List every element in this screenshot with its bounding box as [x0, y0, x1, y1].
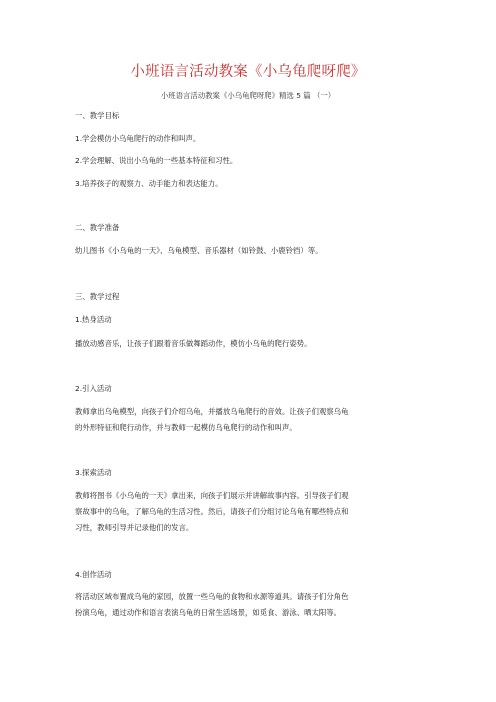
paragraph-line: 播放动感音乐，让孩子们跟着音乐做舞蹈动作，模仿小乌龟的爬行姿势。: [75, 339, 312, 348]
paragraph-line: 察故事中的乌龟，了解乌龟的生活习性。然后，请孩子们分组讨论乌龟有哪些特点和: [75, 507, 349, 516]
step-heading-create: 4.创作活动: [75, 570, 112, 579]
step-paragraph-explore: [75, 488, 425, 536]
document-subtitle: 小班语言活动教案《小乌龟爬呀爬》精选 5 篇 （一）: [160, 91, 336, 100]
section-heading-prep: 二、教学准备: [75, 223, 120, 232]
step-paragraph-create: [75, 589, 425, 621]
section-heading-process: 三、教学过程: [75, 292, 120, 301]
step-heading-warmup: 1.热身活动: [75, 315, 112, 324]
paragraph-line: 习性，教师引导并记录他们的发言。: [75, 523, 194, 532]
paragraph-line: 扮演乌龟，通过动作和语言表演乌龟的日常生活场景，如觅食、游泳、晒太阳等。: [75, 608, 342, 617]
paragraph-line: 教师拿出乌龟模型，向孩子们介绍乌龟，并播放乌龟爬行的音效。让孩子们观察乌龟: [75, 407, 349, 416]
prep-text: 幼儿图书《小乌龟的一天》、乌龟模型、音乐器材（如铃鼓、小鹿铃铛）等。: [75, 246, 323, 255]
goal-item-2: 2.学会理解、说出小乌龟的一些基本特征和习性。: [75, 156, 238, 165]
section-heading-goals: 一、教学目标: [75, 111, 120, 120]
paragraph-line: 的外形特征和爬行动作，并与教师一起模仿乌龟爬行的动作和叫声。: [75, 423, 297, 432]
goal-item-1: 1.学会模仿小乌龟爬行的动作和叫声。: [75, 134, 201, 143]
step-heading-intro: 2.引入活动: [75, 384, 112, 393]
paragraph-line: 教师将图书《小乌龟的一天》拿出来，向孩子们展示并讲解故事内容。引导孩子们观: [75, 491, 349, 500]
goal-item-3: 3.培养孩子的观察力、动手能力和表达能力。: [75, 179, 223, 188]
paragraph-line: 将活动区域布置成乌龟的家园，放置一些乌龟的食物和水源等道具。请孩子们分角色: [75, 592, 349, 601]
step-paragraph-intro: [75, 404, 425, 436]
document-title: 小班语言活动教案《小乌龟爬呀爬》: [130, 64, 366, 80]
step-paragraph-warmup: [75, 336, 425, 352]
step-heading-explore: 3.探索活动: [75, 468, 112, 477]
